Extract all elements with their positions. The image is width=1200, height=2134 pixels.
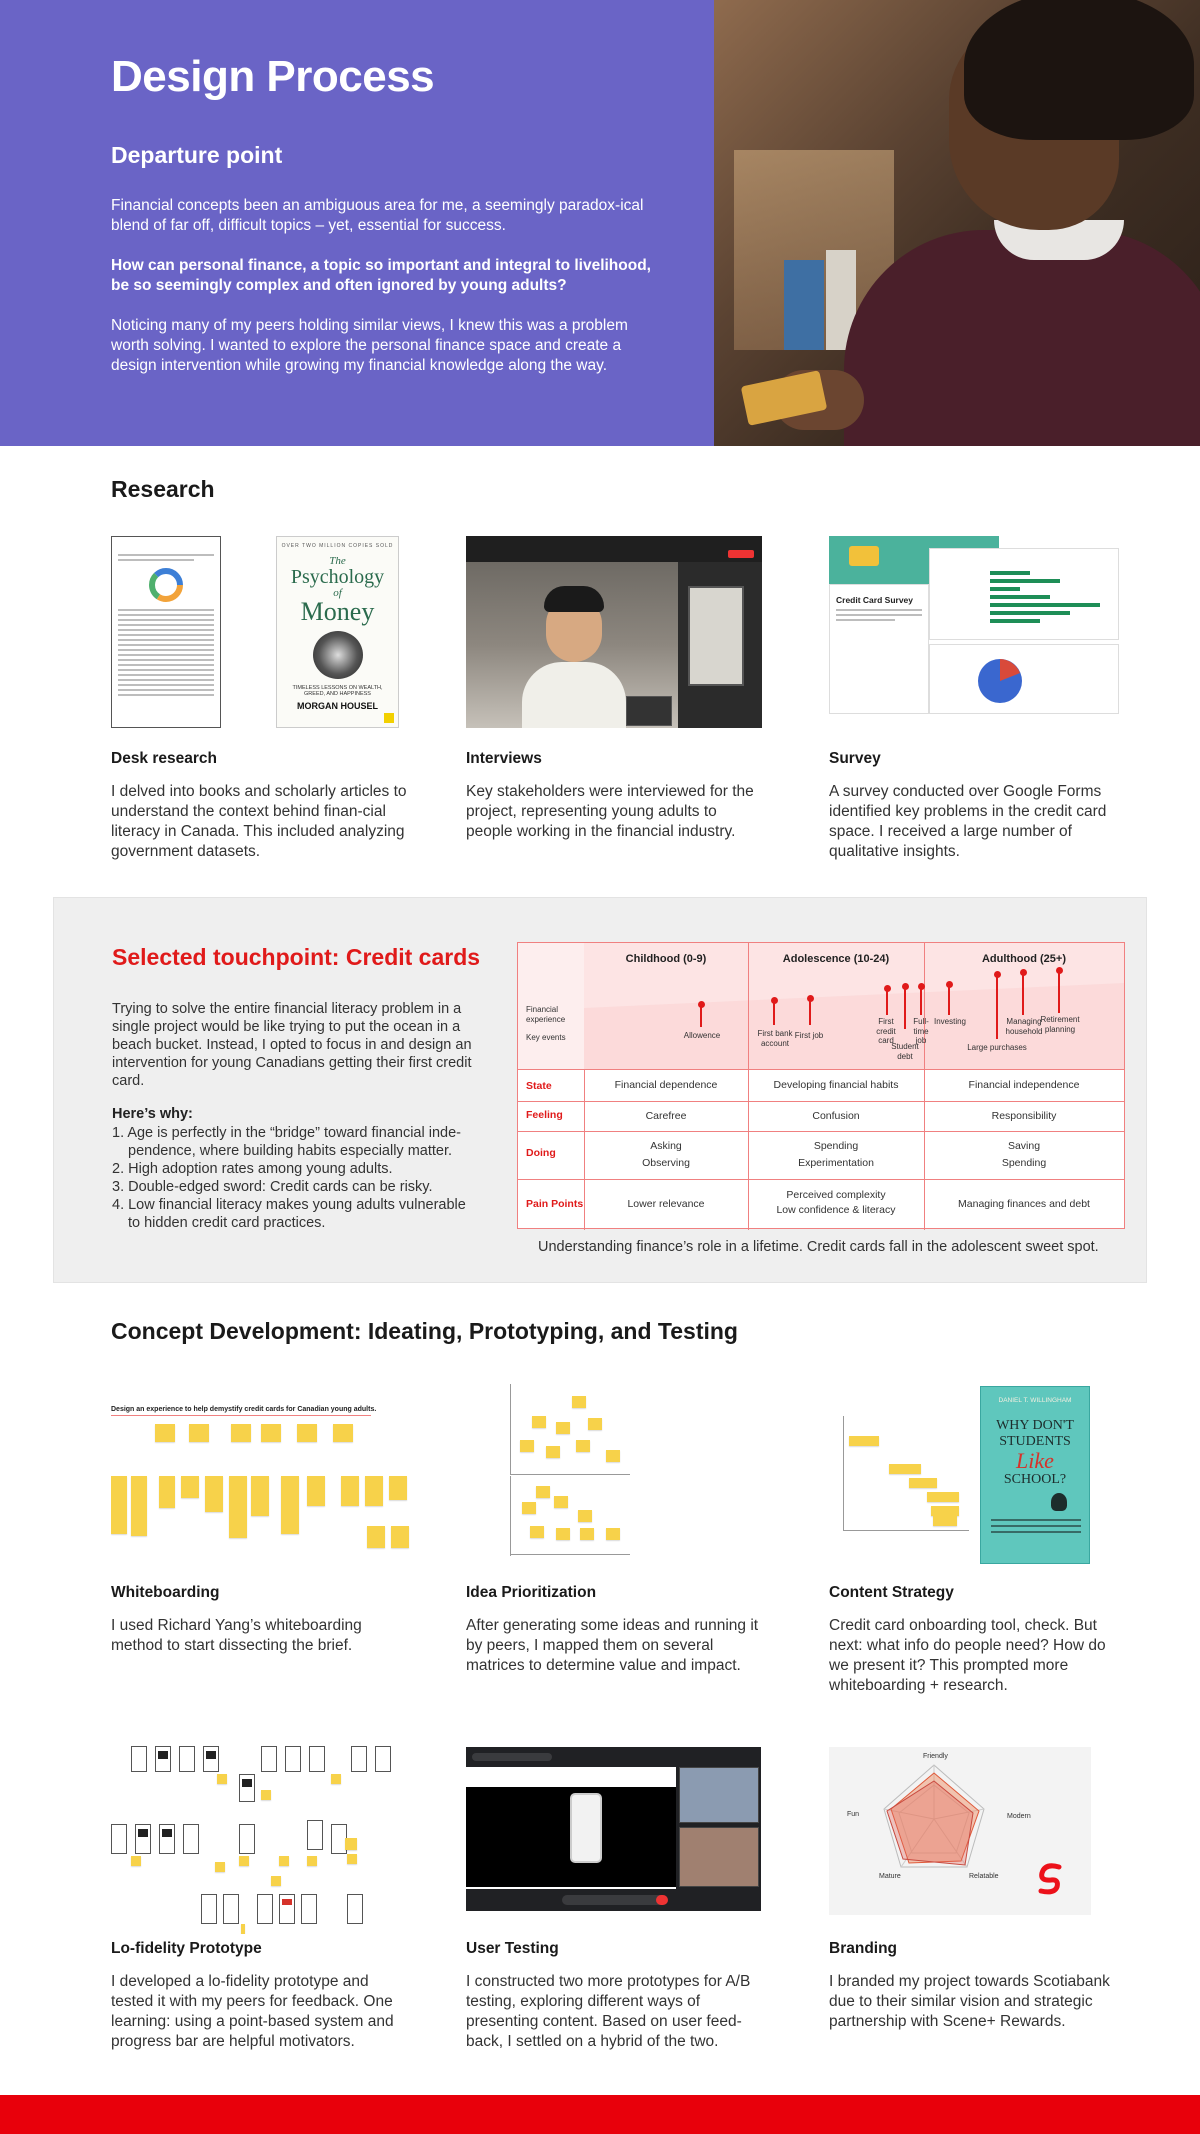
pie-chart-icon xyxy=(970,651,1030,711)
why-list xyxy=(112,1124,472,1232)
hero-section xyxy=(0,0,1200,446)
brand-radar-chart: Friendly Modern Relatable Mature Fun xyxy=(829,1747,1091,1915)
why-heading: Here’s why: xyxy=(112,1106,193,1122)
concept-card-content-strategy xyxy=(829,1574,1129,1696)
motivation-paragraph: Noticing many of my peers holding similar views, I knew this was a problem worth solving. I wanted to explore the personal finance space and create a design intervention while growing my financial knowledge along the way. xyxy=(111,317,628,374)
card-description: I delved into books and scholarly articles to understand the context behind finan-cial literacy in Canada. This included analyzing government datasets. xyxy=(111,783,407,860)
section-subtitle: Departure point xyxy=(111,142,283,168)
prioritization-matrix xyxy=(496,1380,631,1556)
card-title: Whiteboarding xyxy=(111,1584,220,1601)
hero-photo xyxy=(714,0,1200,446)
card-description: I used Richard Yang’s whiteboarding method to start dissecting the brief. xyxy=(111,1617,362,1654)
research-title: Research xyxy=(111,476,215,502)
content-strategy-chart xyxy=(829,1416,969,1536)
research-card-desk xyxy=(111,740,411,862)
footer-bar xyxy=(0,2095,1200,2134)
concept-card-whiteboarding xyxy=(111,1574,411,1656)
user-testing-screenshot xyxy=(466,1747,761,1911)
touchpoint-intro: Trying to solve the entire financial literacy problem in a single project would be like trying to put the ocean in a beach bucket. Instead, I opted to focus in and design an intervention for young Canadians getting their first credit card. xyxy=(112,1001,472,1089)
row-label-doing: Doing xyxy=(526,1147,556,1159)
journey-map: Childhood (0-9) Adolescence (10-24) Adulthood (25+) Financial experience Key events Allowence First bank account First job First credit card Student debt Full-time job Investing Large purchases Managing household Retirement planning State Financial dependence Developing financial habits Financial independence Feeling Carefree Confusion Responsibility Doing Asking Observing Spending Experimentation Saving Spending Pain Points Lower relevance Perceived complexity Low confidence & literacy Managing finances and debt xyxy=(517,942,1125,1229)
stage-header: Adulthood (25+) xyxy=(981,953,1067,965)
intro-paragraph: Financial concepts been an ambiguous area for me, a seemingly paradox-ical blend of far off, difficult topics – yet, essential for success. xyxy=(111,197,644,234)
row-label-pain-points: Pain Points xyxy=(526,1198,584,1210)
card-title: Idea Prioritization xyxy=(466,1584,597,1601)
book-cover-psychology-of-money: OVER TWO MILLION COPIES SOLD The Psychology of Money TIMELESS LESSONS ON WEALTH, GREED, AND HAPPINESS MORGAN HOUSEL xyxy=(276,536,399,728)
brain-illustration xyxy=(313,631,363,679)
touchpoint-title: Selected touchpoint: Credit cards xyxy=(112,944,481,970)
survey-screenshot: Credit Card Survey xyxy=(829,536,1121,716)
card-description: I constructed two more prototypes for A/B testing, exploring different ways of presenting content. Based on user feed-back, I settled on a hybrid of the two. xyxy=(466,1973,751,2050)
paper-thumbnail xyxy=(111,536,221,728)
hero-panel xyxy=(0,0,714,446)
why-item: 1. Age is perfectly in the “bridge” toward financial inde-pendence, where building habits especially matter. xyxy=(112,1125,461,1159)
lofi-wireframes xyxy=(111,1744,401,1934)
video-call-screenshot xyxy=(466,536,762,728)
page-title: Design Process xyxy=(111,52,435,101)
row-label-state: State xyxy=(526,1080,552,1092)
events-label: Key events xyxy=(526,1033,566,1042)
why-item: 2. High adoption rates among young adults. xyxy=(112,1161,393,1177)
card-description: A survey conducted over Google Forms identified key problems in the credit card space. I received a large number of qualitative insights. xyxy=(829,783,1107,860)
donut-chart-icon xyxy=(146,565,186,605)
journey-map-caption: Understanding finance’s role in a lifetime. Credit cards fall in the adolescent sweet spot. xyxy=(538,1239,1099,1255)
concept-title: Concept Development: Ideating, Prototyping, and Testing xyxy=(111,1318,738,1344)
book-cover-why-dont-students-like-school: DANIEL T. WILLINGHAM WHY DON'T STUDENTS Like SCHOOL? xyxy=(980,1386,1090,1564)
card-title: Survey xyxy=(829,750,881,767)
card-title: User Testing xyxy=(466,1940,559,1957)
phone-prototype xyxy=(570,1793,602,1863)
card-title: Content Strategy xyxy=(829,1584,954,1601)
concept-card-lofi xyxy=(111,1930,411,2052)
stage-header: Childhood (0-9) xyxy=(625,953,707,965)
scotiabank-logo-icon xyxy=(1037,1863,1065,1895)
card-title: Interviews xyxy=(466,750,542,767)
card-description: After generating some ideas and running it by peers, I mapped them on several matrices to determine value and impact. xyxy=(466,1617,759,1674)
card-title: Lo-fidelity Prototype xyxy=(111,1940,262,1957)
why-item: 4. Low financial literacy makes young adults vulnerable to hidden credit card practices. xyxy=(112,1197,466,1231)
card-description: Credit card onboarding tool, check. But next: what info do people need? How do we present it? This prompted more whiteboarding + research. xyxy=(829,1617,1106,1694)
research-card-survey xyxy=(829,740,1129,862)
whiteboard-screenshot: Design an experience to help demystify credit cards for Canadian young adults. xyxy=(111,1384,411,1554)
concept-card-user-testing xyxy=(466,1930,766,2052)
concept-card-prioritization xyxy=(466,1574,766,1676)
experience-label: Financial experience xyxy=(526,1005,566,1024)
stage-header: Adolescence (10-24) xyxy=(782,953,890,965)
card-title: Branding xyxy=(829,1940,898,1957)
card-description: I developed a lo-fidelity prototype and tested it with my peers for feedback. One learning: using a point-based system and progress bar are helpful motivators. xyxy=(111,1973,394,2050)
card-description: I branded my project towards Scotiabank due to their similar vision and strategic partnership with Scene+ Rewards. xyxy=(829,1973,1110,2030)
why-item: 3. Double-edged sword: Credit cards can be risky. xyxy=(112,1179,433,1195)
card-description: Key stakeholders were interviewed for the project, representing young adults to people working in the financial industry. xyxy=(466,783,754,840)
concept-card-branding xyxy=(829,1930,1129,2032)
touchpoint-section xyxy=(53,897,1147,1283)
row-label-feeling: Feeling xyxy=(526,1109,563,1121)
research-question: How can personal finance, a topic so important and integral to livelihood, be so seemingly complex and often ignored by young adults? xyxy=(111,257,651,294)
research-card-interviews xyxy=(466,740,766,842)
card-title: Desk research xyxy=(111,750,217,767)
